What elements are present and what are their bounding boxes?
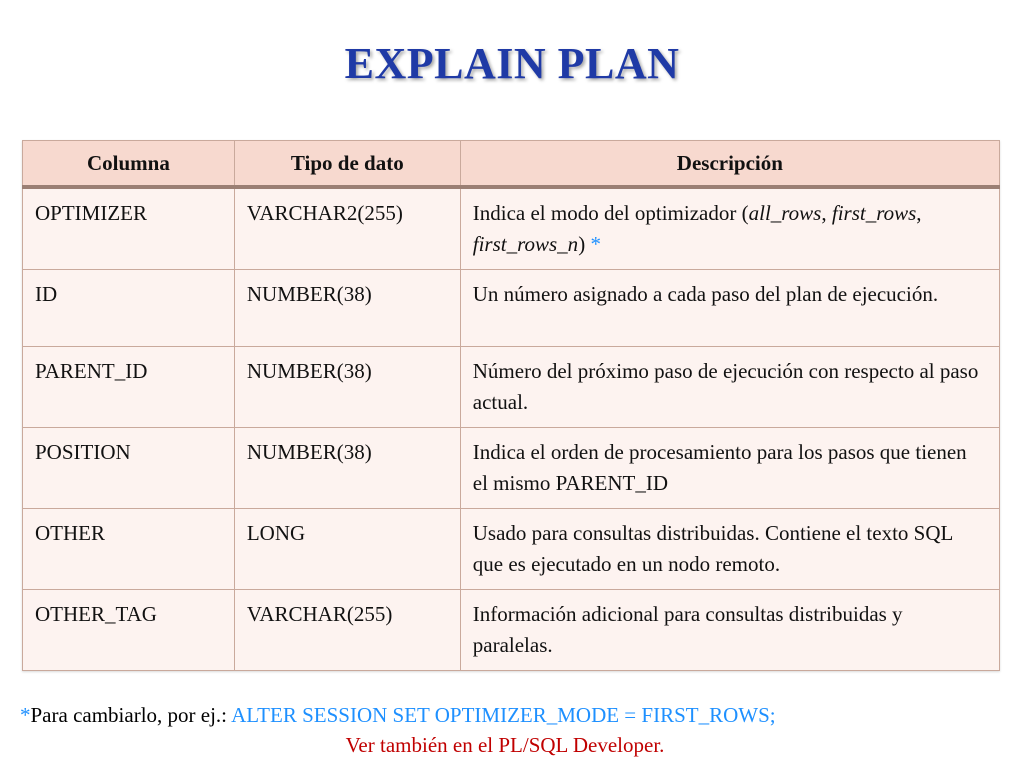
cell-description [460, 187, 999, 270]
desc-separator: , [916, 201, 922, 225]
cell-description: Número del próximo paso de ejecución con respecto al paso actual. [460, 347, 999, 428]
desc-text: ) [578, 232, 591, 256]
cell-type: LONG [234, 509, 460, 590]
footnote-see-also: Ver también en el PL/SQL Developer. [345, 733, 665, 757]
cell-description: Indica el orden de procesamiento para los pasos que tienen el mismo PARENT_ID [460, 428, 999, 509]
table-row [23, 509, 1000, 590]
desc-italic-all-rows: all_rows [748, 201, 822, 225]
header-tipo-de-dato: Tipo de dato [234, 141, 460, 188]
footnote-marker: * [20, 703, 31, 727]
table-row [23, 347, 1000, 428]
desc-text: Indica el modo del optimizador ( [472, 201, 749, 225]
footnote-marker: * [590, 232, 601, 256]
cell-column: OTHER_TAG [23, 590, 235, 671]
cell-column: PARENT_ID [23, 347, 235, 428]
explain-plan-table [22, 140, 1000, 671]
table-row [23, 590, 1000, 671]
desc-italic-first-rows: first_rows [831, 201, 917, 225]
cell-type: NUMBER(38) [234, 270, 460, 347]
footnote-line [20, 700, 1010, 730]
cell-type: VARCHAR(255) [234, 590, 460, 671]
cell-description: Información adicional para consultas distribuidas y paralelas. [460, 590, 999, 671]
cell-description: Usado para consultas distribuidas. Contiene el texto SQL que es ejecutado en un nodo remoto. [460, 509, 999, 590]
cell-column: POSITION [23, 428, 235, 509]
desc-italic-first-rows-n: first_rows_n [472, 232, 579, 256]
header-columna: Columna [23, 141, 235, 188]
table-row [23, 270, 1000, 347]
table-row [23, 187, 1000, 270]
table-row [23, 428, 1000, 509]
header-descripcion: Descripción [460, 141, 999, 188]
cell-column: OTHER [23, 509, 235, 590]
cell-column: ID [23, 270, 235, 347]
cell-description: Un número asignado a cada paso del plan de ejecución. [460, 270, 999, 347]
cell-type: NUMBER(38) [234, 347, 460, 428]
footnote-sql-command: ALTER SESSION SET OPTIMIZER_MODE = FIRST_ROWS; [231, 703, 776, 727]
desc-separator: , [821, 201, 832, 225]
cell-type: VARCHAR2(255) [234, 187, 460, 270]
table-header-row [23, 141, 1000, 188]
footnote [20, 700, 1010, 760]
slide-title: EXPLAIN PLAN [344, 39, 680, 88]
footnote-text: Para cambiarlo, por ej.: [30, 703, 232, 727]
cell-type: NUMBER(38) [234, 428, 460, 509]
cell-column: OPTIMIZER [23, 187, 235, 270]
